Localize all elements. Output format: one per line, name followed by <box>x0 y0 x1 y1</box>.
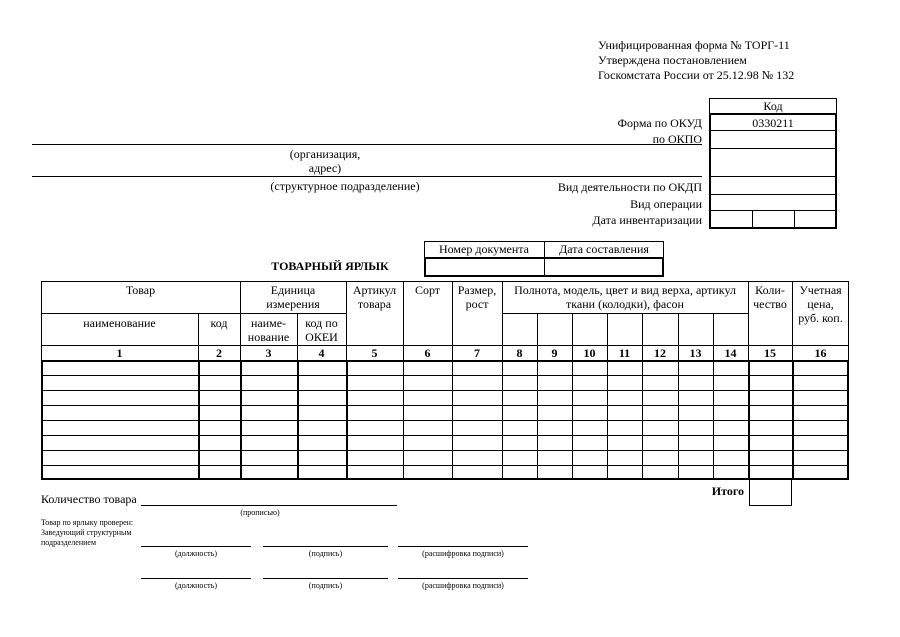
column-number-14: 14 <box>724 346 737 360</box>
h-size-line2: рост <box>465 297 489 311</box>
table-row[interactable] <box>42 450 848 465</box>
table-row[interactable] <box>42 465 848 480</box>
kod-label: Код <box>763 99 783 113</box>
form-header <box>598 38 794 83</box>
h-unit <box>240 283 346 311</box>
column-number-13: 13 <box>689 346 702 360</box>
column-number-5: 5 <box>371 346 378 360</box>
division-caption: (структурное подразделение) <box>270 179 420 193</box>
division-line <box>32 176 702 177</box>
h-article <box>346 283 403 311</box>
h-code: код <box>210 316 228 330</box>
org-caption-line2: адрес) <box>308 161 342 175</box>
podpis-caption-1: (подпись) <box>308 549 343 558</box>
operation-label: Вид операции <box>630 197 702 211</box>
table-row[interactable] <box>42 405 848 420</box>
h-price-line2: цена, <box>807 297 834 311</box>
table-row[interactable] <box>42 360 848 375</box>
h-sort: Сорт <box>414 283 441 297</box>
propisyu-caption: (прописью) <box>240 508 280 517</box>
h-name: наименование <box>83 316 156 330</box>
itogo-label: Итого <box>711 484 744 498</box>
inventory-date-label: Дата инвентаризации <box>592 213 702 227</box>
h-okei-line2: ОКЕИ <box>305 330 338 344</box>
h-price-line3: руб. коп. <box>798 311 843 325</box>
qty-line <box>141 505 397 506</box>
rasshifrovka-caption-1: (расшифровка подписи) <box>422 549 504 558</box>
column-number-16: 16 <box>814 346 827 360</box>
column-number-11: 11 <box>618 346 631 360</box>
checked-line2: Заведующий структурным <box>41 528 132 537</box>
column-number-10: 10 <box>583 346 596 360</box>
h-unit-name-line2: нование <box>247 330 290 344</box>
okud-label: Форма по ОКУД <box>617 116 702 130</box>
h-unit-name-line1: наиме- <box>250 316 287 330</box>
itogo-cell <box>749 479 792 506</box>
dolzhnost-caption-1: (должность) <box>175 549 217 558</box>
column-number-1: 1 <box>116 346 123 360</box>
org-caption <box>240 147 410 175</box>
h-okei <box>297 316 346 344</box>
table-row[interactable] <box>42 435 848 450</box>
form-header-line2: Утверждена постановлением <box>598 53 747 67</box>
org-line <box>32 144 702 145</box>
okdp-label: Вид деятельности по ОКДП <box>557 180 702 194</box>
okpo-label: по ОКПО <box>652 132 702 146</box>
checked-line3: подразделением <box>41 538 97 547</box>
h-fullness <box>502 283 748 311</box>
h-qty <box>748 283 792 311</box>
h-article-line2: товара <box>357 297 392 311</box>
doc-date-label: Дата составления <box>559 242 649 256</box>
table-row[interactable] <box>42 420 848 435</box>
org-caption-line1: (организация, <box>289 147 361 161</box>
checked-line1: Товар по ярлыку проверен: <box>41 518 134 527</box>
okud-value: 0330211 <box>752 116 794 130</box>
column-number-12: 12 <box>654 346 666 360</box>
column-number-9: 9 <box>551 346 558 360</box>
dolzhnost-caption-2: (должность) <box>175 581 217 590</box>
h-size <box>452 283 502 311</box>
column-number-7: 7 <box>474 346 480 360</box>
h-unit-line2: измерения <box>266 297 320 311</box>
table-row[interactable] <box>42 390 848 405</box>
doc-number-label: Номер документа <box>438 242 530 256</box>
rasshifrovka-caption-2: (расшифровка подписи) <box>422 581 504 590</box>
h-unit-line1: Единица <box>270 283 316 297</box>
form-header-line3: Госкомстата России от 25.12.98 № 132 <box>598 68 795 82</box>
column-number-15: 15 <box>764 346 776 360</box>
column-number-6: 6 <box>424 346 431 360</box>
doc-title: ТОВАРНЫЙ ЯРЛЫК <box>271 259 389 273</box>
form-header-line1: Унифицированная форма № ТОРГ-11 <box>598 38 790 52</box>
h-qty-line2: чество <box>753 297 787 311</box>
qty-label: Количество товара <box>41 492 137 506</box>
column-number-3: 3 <box>265 346 272 360</box>
podpis-caption-2: (подпись) <box>308 581 343 590</box>
column-number-4: 4 <box>318 346 325 360</box>
h-fullness-line1: Полнота, модель, цвет и вид верха, артикул <box>514 283 736 297</box>
column-number-2: 2 <box>216 346 222 360</box>
h-article-line1: Артикул <box>352 283 397 297</box>
h-fullness-line2: ткани (колодки), фасон <box>566 297 684 311</box>
h-price-line1: Учетная <box>799 283 842 297</box>
h-okei-line1: код по <box>305 316 338 330</box>
column-number-8: 8 <box>516 346 523 360</box>
checked-block <box>41 518 133 548</box>
h-size-line1: Размер, <box>457 283 497 297</box>
h-unit-name <box>240 316 297 344</box>
table-row[interactable] <box>42 375 848 390</box>
h-qty-line1: Коли- <box>755 283 785 297</box>
h-price <box>792 283 849 325</box>
h-tovar: Товар <box>125 283 156 297</box>
